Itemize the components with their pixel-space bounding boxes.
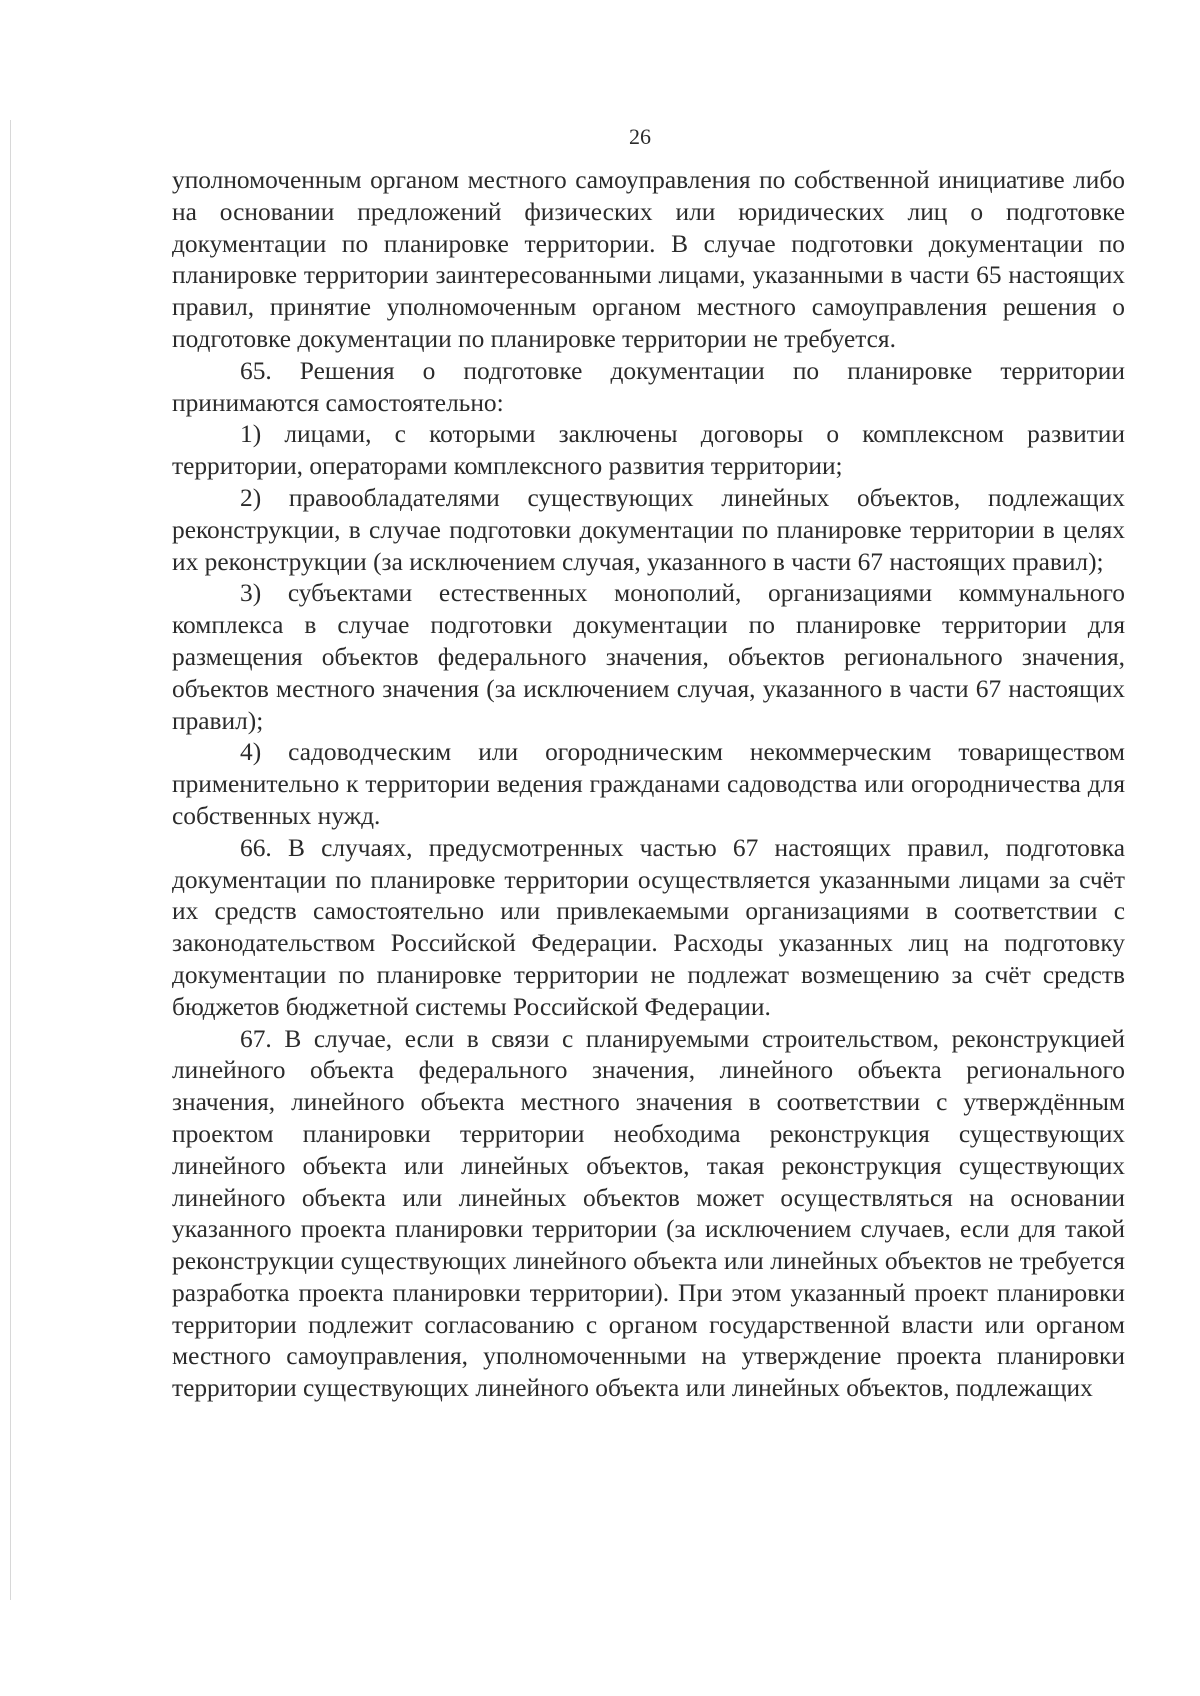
paragraph-item-65-2: 2) правообладателями существующих линейных объектов, подлежащих реконструкции, в случае подготовки документации по планировке территории в целях их реконструкции (за исключением случая, указанного в части 67 настоящих правил); (172, 483, 1125, 576)
paragraph-item-65-4: 4) садоводческим или огородническим некоммерческим товариществом применительно к территории ведения гражданами садоводства или огородничества для собственных нужд. (172, 738, 1125, 830)
scan-edge-line (10, 120, 11, 1600)
page-number: 26 (629, 124, 651, 149)
document-body (172, 165, 1125, 1405)
paragraph-continuation: уполномоченным органом местного самоуправления по собственной инициативе либо на основании предложений физических или юридических лиц о подготовке документации по планировке территории. В случае подготовки документации по планировке территории заинтересованными лицами, указанными в части 65 настоящих правил, принятие уполномоченным органом местного самоуправления решения о подготовке документации по планировке территории не требуется. (172, 166, 1125, 353)
paragraph-item-65-3: 3) субъектами естественных монополий, организациями коммунального комплекса в случае подготовки документации по планировке территории для размещения объектов федерального значения, объектов регионального значения, объектов местного значения (за исключением случая, указанного в части 67 настоящих правил); (172, 579, 1125, 735)
paragraph-item-65: 65. Решения о подготовке документации по планировке территории принимаются самостоятельно: (172, 356, 1125, 417)
paragraph-item-65-1: 1) лицами, с которыми заключены договоры о комплексном развитии территории, операторами комплексного развития территории; (172, 420, 1125, 481)
paragraph-item-67: 67. В случае, если в связи с планируемыми строительством, реконструкцией линейного объекта федерального значения, линейного объекта регионального значения, линейного объекта местного значения в соответствии с утверждённым проектом планировки территории необходима реконструкция существующих линейного объекта или линейных объектов, такая реконструкция существующих линейного объекта или линейных объектов может осуществляться на основании указанного проекта планировки территории (за исключением случаев, если для такой реконструкции существующих линейного объекта или линейных объектов не требуется разработка проекта планировки территории). При этом указанный проект планировки территории подлежит согласованию с органом государственной власти или органом местного самоуправления, уполномоченными на утверждение проекта планировки территории существующих линейного объекта или линейных объектов, подлежащих (172, 1024, 1125, 1403)
paragraph-item-66: 66. В случаях, предусмотренных частью 67 настоящих правил, подготовка документации по планировке территории осуществляется указанными лицами за счёт их средств самостоятельно или привлекаемыми организациями в соответствии с законодательством Российской Федерации. Расходы указанных лиц на подготовку документации по планировке территории не подлежат возмещению за счёт средств бюджетов бюджетной системы Российской Федерации. (172, 833, 1125, 1021)
